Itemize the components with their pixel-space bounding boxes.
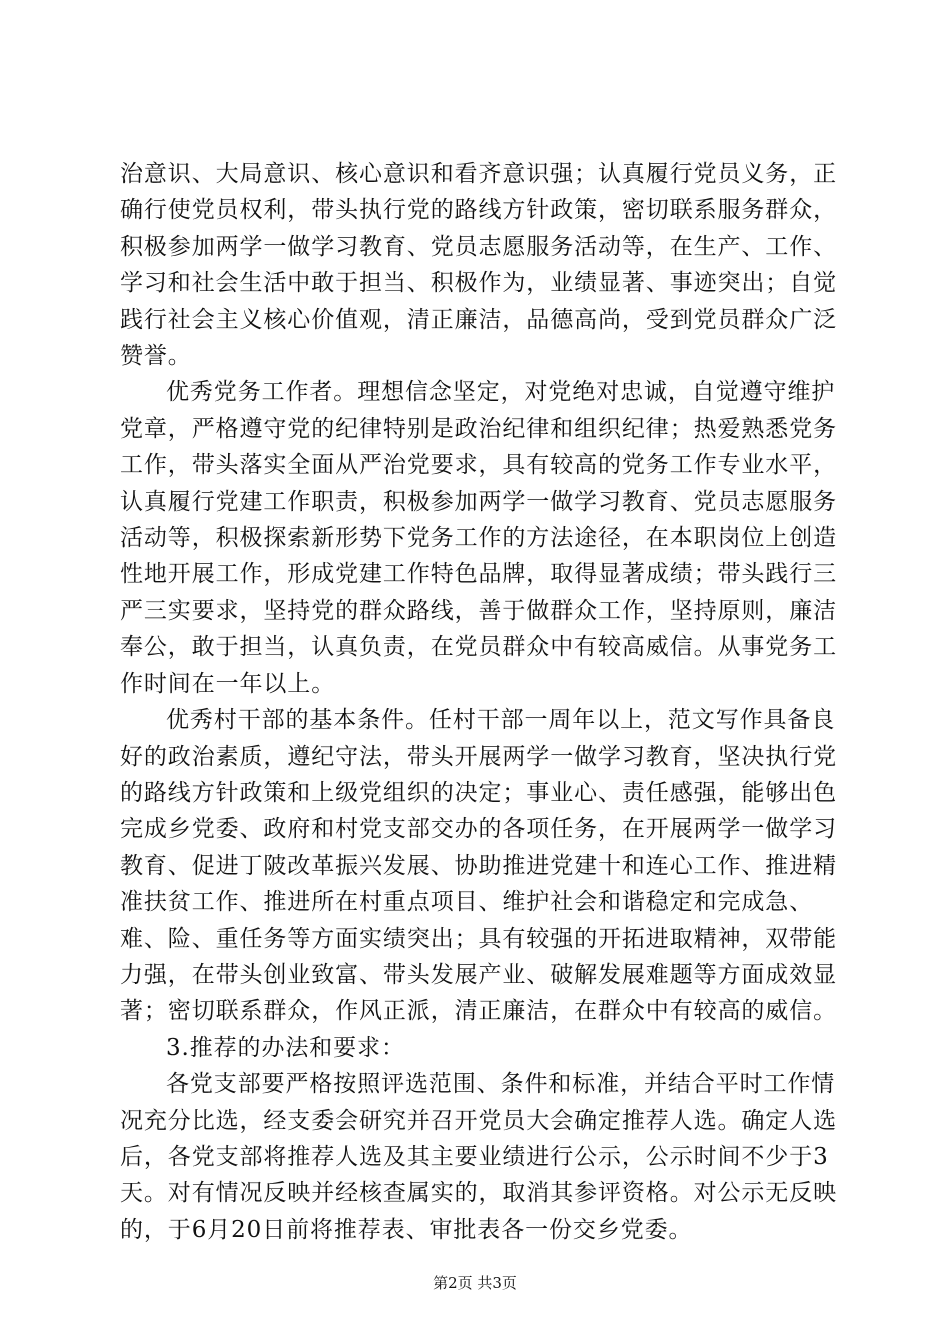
page-footer: 第2页 共3页	[433, 1274, 517, 1292]
paragraph-party-affairs-worker: 优秀党务工作者。理想信念坚定，对党绝对忠诚，自觉遵守维护党章，严格遵守党的纪律特别是政治纪律和组织纪律；热爱熟悉党务工作，带头落实全面从严治党要求，具有较高的党务工作专业水平，认真履行党建工作职责，积极参加两学一做学习教育、党员志愿服务活动等，积极探索新形势下党务工作的方法途径，在本职岗位上创造性地开展工作，形成党建工作特色品牌，取得显著成绩；带头践行三严三实要求，坚持党的群众路线，善于做群众工作，坚持原则，廉洁奉公，敢于担当，认真负责，在党员群众中有较高威信。从事党务工作时间在一年以上。	[120, 379, 837, 697]
section-heading-recommendation-method: 3.推荐的办法和要求：	[166, 1034, 405, 1061]
paragraph-continued: 治意识、大局意识、核心意识和看齐意识强；认真履行党员义务，正确行使党员权利，带头执行党的路线方针政策，密切联系服务群众，积极参加两学一做学习教育、党员志愿服务活动等，在生产、工作、学习和社会生活中敢于担当、积极作为，业绩显著、事迹突出；自觉践行社会主义核心价值观，清正廉洁，品德高尚，受到党员群众广泛赞誉。	[120, 161, 837, 370]
paragraph-recommendation-requirements: 各党支部要严格按照评选范围、条件和标准，并结合平时工作情况充分比选，经支委会研究并召开党员大会确定推荐人选。确定人选后，各党支部将推荐人选及其主要业绩进行公示，公示时间不少于3天。对有情况反映并经核查属实的，取消其参评资格。对公示无反映的，于6月20日前将推荐表、审批表各一份交乡党委。	[120, 1071, 837, 1243]
document-body	[120, 156, 840, 1248]
paragraph-village-cadre: 优秀村干部的基本条件。任村干部一周年以上，范文写作具备良好的政治素质，遵纪守法，带头开展两学一做学习教育，坚决执行党的路线方针政策和上级党组织的决定；事业心、责任感强，能够出色完成乡党委、政府和村党支部交办的各项任务，在开展两学一做学习教育、促进丁陂改革振兴发展、协助推进党建十和连心工作、推进精准扶贫工作、推进所在村重点项目、维护社会和谐稳定和完成急、难、险、重任务等方面实绩突出；具有较强的开拓进取精神，双带能力强，在带头创业致富、带头发展产业、破解发展难题等方面成效显著；密切联系群众，作风正派，清正廉洁，在群众中有较高的威信。	[120, 707, 837, 1025]
